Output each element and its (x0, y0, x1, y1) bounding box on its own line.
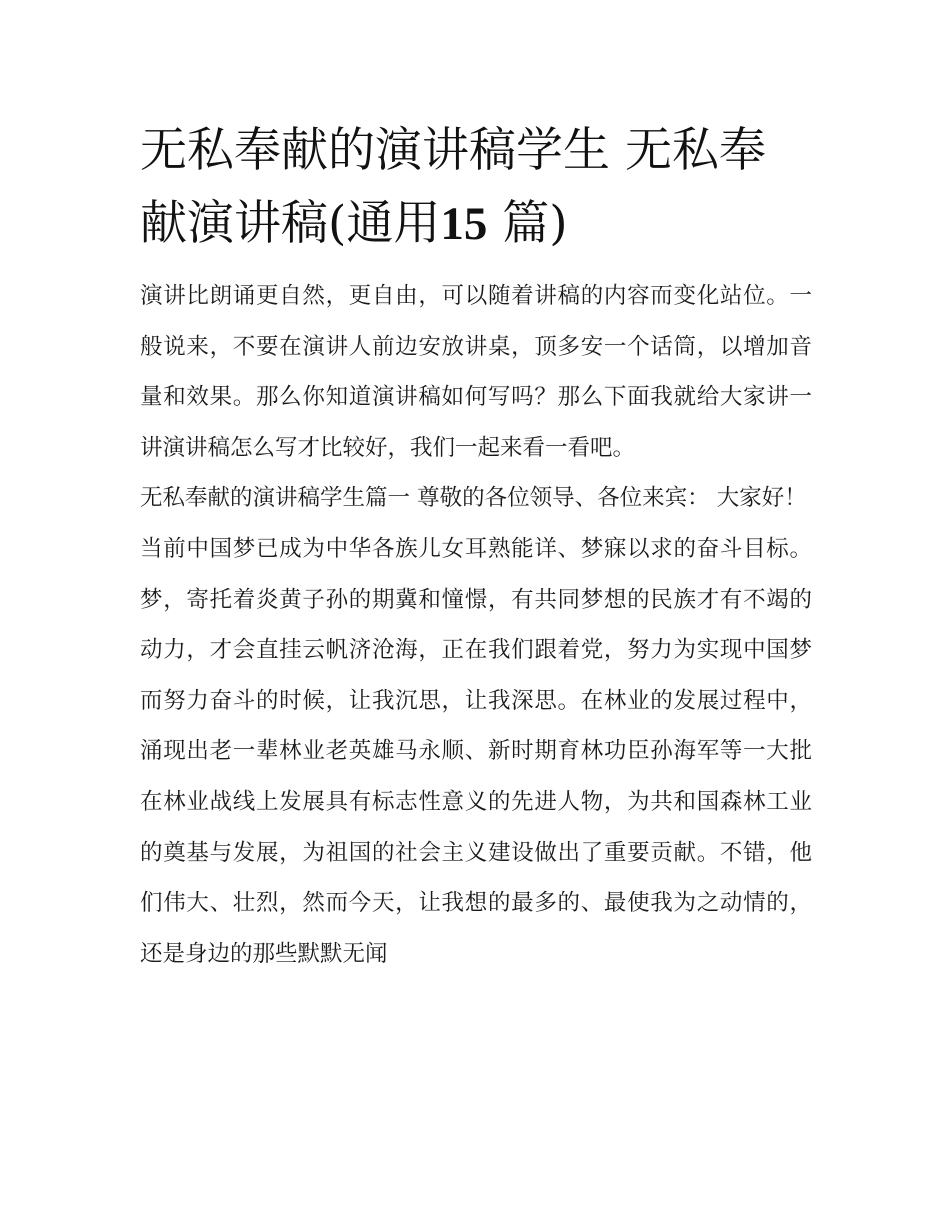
title-text-part2: 篇) (502, 196, 568, 251)
paragraph-greeting: 无私奉献的演讲稿学生篇一 尊敬的各位领导、各位来宾： 大家好！ (140, 485, 807, 512)
title-text-part1: 无私奉献的演讲稿学生 无私奉献演讲稿(通用 (140, 123, 766, 251)
title-number: 15 (440, 198, 488, 250)
document-title (140, 114, 812, 261)
paragraph-main: 当前中国梦已成为中华各族儿女耳熟能详、梦寐以求的奋斗目标。梦，寄托着炎黄子孙的期冀和憧憬，有共同梦想的民族才有不竭的动力，才会直挂云帆济沧海，正在我们跟着党，努力为实现中国梦而努力奋斗的时候，让我沉思，让我深思。在林业的发展过程中，涌现出老一辈林业老英雄马永顺、新时期育林功臣孙海军等一大批在林业战线上发展具有标志性意义的先进人物，为共和国森林工业的奠基与发展，为祖国的社会主义建设做出了重要贡献。不错，他们伟大、壮烈，然而今天，让我想的最多的、最使我为之动情的，还是身边的那些默默无闻 (140, 535, 812, 967)
paragraph-intro: 演讲比朗诵更自然，更自由，可以随着讲稿的内容而变化站位。一般说来，不要在演讲人前边安放讲桌，顶多安一个话筒，以增加音量和效果。那么你知道演讲稿如何写吗？那么下面我就给大家讲一讲演讲稿怎么写才比较好，我们一起来看一看吧。 (140, 283, 812, 461)
title-block (140, 114, 812, 261)
document-content (140, 114, 812, 979)
